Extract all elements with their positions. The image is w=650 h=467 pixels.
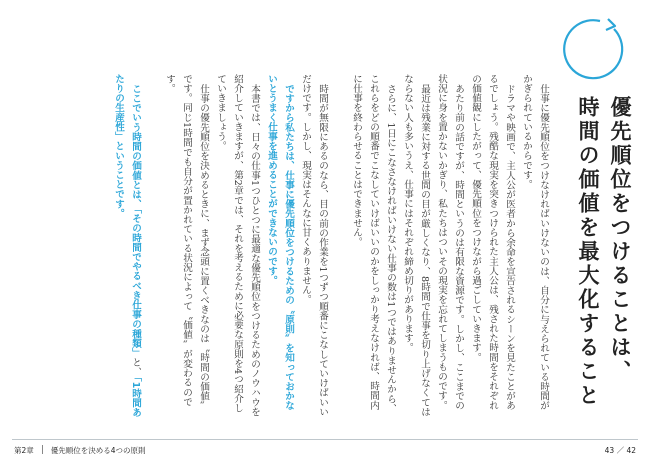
circle-arrow-icon xyxy=(556,13,626,83)
highlight-text: ここでいう時間の価値とは、 xyxy=(130,83,141,209)
paragraph: 時間が無限にあるのなら、目の前の作業を1つずつ順番にこなしていけばいいだけです。しかし、現実はそんなに甘くありません。 xyxy=(300,74,328,417)
chapter-title xyxy=(572,96,636,426)
chapter-label: 第2章 xyxy=(14,446,34,455)
paragraph: あたり前の話ですが、時間というのは有限な資源です。しかし、ここまでの状況に身を置かないかぎり、私たちはついその現実を忘れてしまうものです。 xyxy=(436,74,464,410)
highlight-text: 「1時間あたりの生産性」 xyxy=(113,74,141,417)
page-numbers: 43 ／ 42 xyxy=(604,446,636,455)
chapter-name: 優先順位を決める4つの原則 xyxy=(50,446,146,455)
chapter-title-line2: 時間の価値を最大化すること xyxy=(576,96,600,408)
paragraph: 最近は残業に対する世間の目が厳しくなり、8時間で仕事を切り上げなくてはならない人も多いうえ、仕事にはそれぞれ締め切りがあります。 xyxy=(402,74,430,417)
paragraph: ドラマや映画で、主人公が医者から余命を宣告されるシーンを見たことがあるでしょう。残酷な現実を突きつけられた主人公は、残された時間をそれぞれの価値観にしたがって、優先順位をつけながら過ごしていきます。 xyxy=(470,74,515,410)
paragraph: 仕事の優先順位を決めるときに、まず念頭に置くべきなのは〝時間の価値〟です。同じ1時間でも自分が置かれている状況によって〝価値〟が変わるのです。 xyxy=(164,74,209,410)
running-footer xyxy=(14,445,146,456)
plain-text: と、 xyxy=(130,357,141,377)
chapter-title-line1: 優先順位をつけることは、 xyxy=(608,96,632,384)
paragraph: 本書では、日々の仕事1つひとつに最適な優先順位をつけるためのノウハウを紹介していきますが、第2章では、それを考えるために必要な原則を4つ紹介していきましょう。 xyxy=(215,74,260,417)
footer-separator xyxy=(42,445,43,454)
highlight-text: ということです。 xyxy=(113,141,124,219)
paragraph: 仕事に優先順位をつけなければいけないのは、自分に与えられている時間がかぎられているからです。 xyxy=(521,74,549,410)
footer-divider xyxy=(12,439,638,440)
body-text xyxy=(72,74,552,419)
highlight-text: 「その時間でやるべき仕事の種類」 xyxy=(130,208,141,358)
paragraph: さらに、1日にこなさなければいけない仕事の数は1つではありませんから、これらをどの順番でこなしていけばいいのかをしっかり考えなければ、時間内に仕事を終わらせることはできません。 xyxy=(351,74,396,413)
paragraph-mixed xyxy=(110,74,144,419)
paragraph-highlight: ですから私たちは、仕事に優先順位をつけるための〝原則〟を知っておかないとうまく仕事を進めることができないのです。 xyxy=(266,74,294,410)
